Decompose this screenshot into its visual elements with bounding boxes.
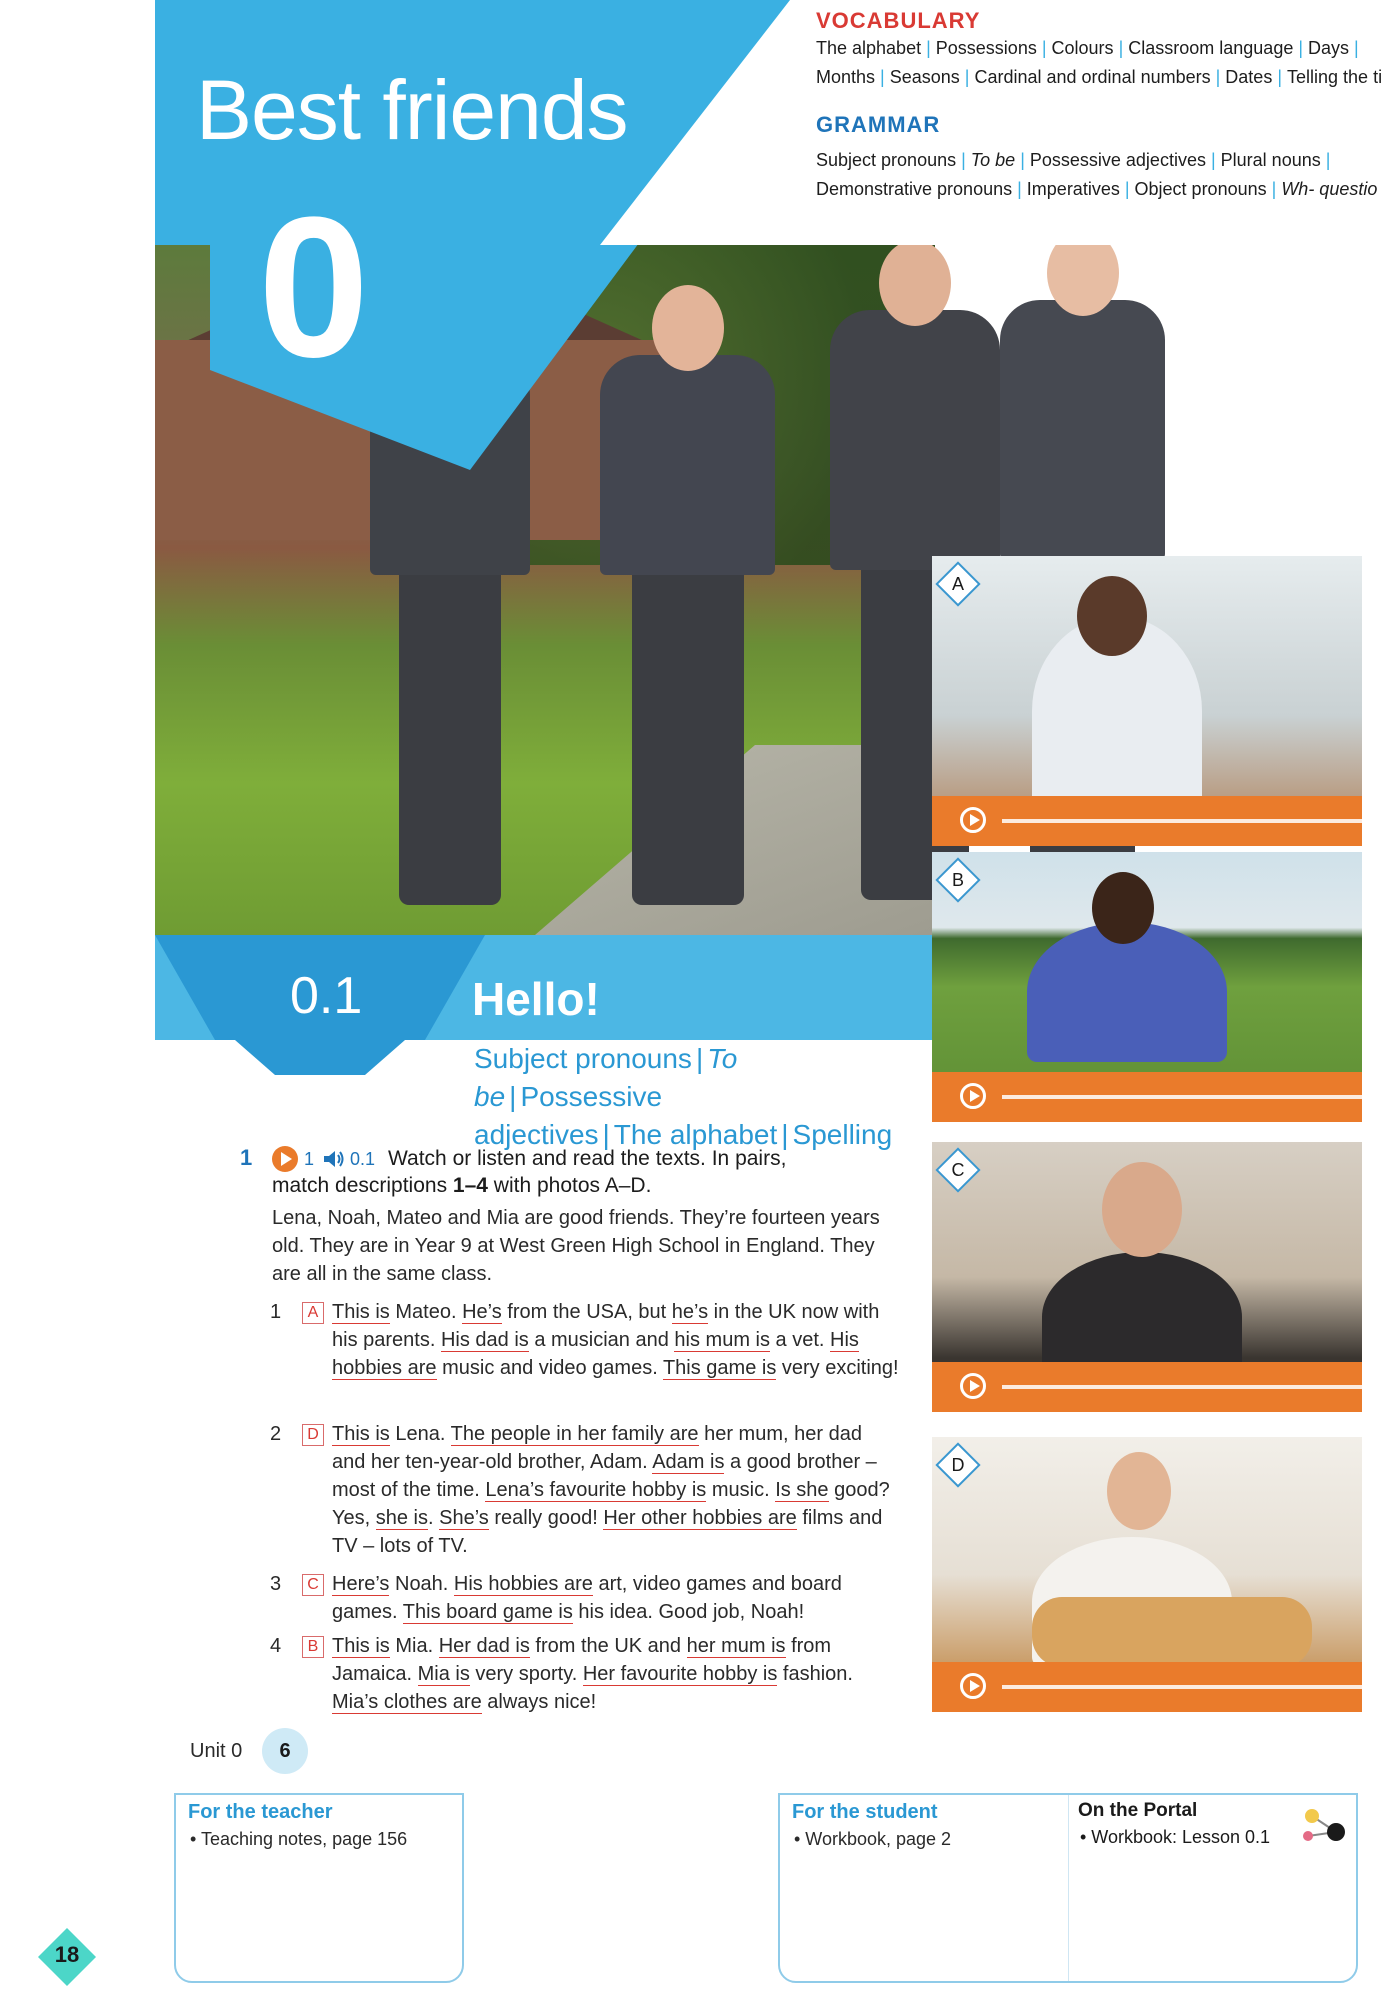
description-text [332, 1420, 900, 1560]
figure-head-d [1107, 1452, 1171, 1530]
underlined-phrase: Lena’s favourite hobby is [485, 1479, 707, 1501]
page-number: 18 [54, 1942, 80, 1967]
text-fragment: a good brother – most of the time. [332, 1451, 877, 1501]
video-bar-d[interactable] [932, 1662, 1362, 1712]
description-item-1: 1 A This is Mateo. He’s from the USA, but he’s in the UK now with his parents. His dad is a musician and his mum is a vet. His hobbies are music and video games. This game is very exciting! [270, 1298, 900, 1382]
video-progress-track[interactable] [1002, 1385, 1362, 1389]
description-text [332, 1570, 900, 1626]
header-diagonal [600, 0, 830, 245]
description-item-2: 2 D This is Lena. The people in her family are her mum, her dad and her ten-year-old brother, Adam. Adam is a good brother – most of the time. Lena’s favourite hobby is music. Is she good? Yes, she is. She’s really good! Her other hobbies are films and TV – lots of TV. [270, 1420, 900, 1560]
portal-item: • Workbook: Lesson 0.1 [1080, 1827, 1271, 1847]
answer-box[interactable]: A [302, 1302, 324, 1324]
underlined-phrase: His hobbies are [332, 1329, 859, 1379]
vocabulary-line-1: The alphabet | Possessions | Colours | Classroom language | Days | [816, 38, 1359, 58]
student-figure-3 [830, 310, 1000, 570]
photo-label-b: B [935, 857, 980, 902]
underlined-phrase: The people in her family are [450, 1423, 699, 1445]
text-fragment: . [428, 1507, 440, 1529]
play-icon[interactable] [960, 1673, 986, 1699]
text-fragment: a musician and [528, 1329, 675, 1351]
grammar-heading: GRAMMAR [816, 112, 941, 137]
text-fragment: good? Yes, [332, 1479, 890, 1529]
video-progress-track[interactable] [1002, 1095, 1362, 1099]
underlined-phrase: Adam is [652, 1451, 725, 1473]
photo-label-a: A [935, 561, 980, 606]
student-item: • Workbook, page 2 [794, 1829, 952, 1849]
underlined-phrase: This game is [662, 1357, 777, 1379]
video-bar-c[interactable] [932, 1362, 1362, 1412]
text-fragment: Lena. [389, 1423, 451, 1445]
underlined-phrase: This is [332, 1423, 390, 1445]
text-fragment: Noah. [389, 1573, 454, 1595]
description-item-3: 3 C Here’s Noah. His hobbies are art, video games and board games. This board game is his idea. Good job, Noah! [270, 1570, 900, 1626]
text-fragment: films and TV – lots of TV. [332, 1507, 883, 1557]
text-fragment: really good! [488, 1507, 604, 1529]
text-fragment: Mia. [389, 1635, 439, 1657]
description-item-4: 4 B This is Mia. Her dad is from the UK and her mum is from Jamaica. Mia is very sporty. Her favourite hobby is fashion. Mia’s clothes are always nice! [270, 1632, 900, 1716]
teacher-panel [174, 1793, 464, 1983]
answer-box[interactable]: C [302, 1574, 324, 1596]
portal-molecule-icon [1300, 1806, 1346, 1848]
figure-head-c [1102, 1162, 1182, 1257]
underlined-phrase: His hobbies are [453, 1573, 593, 1595]
video-photo-b[interactable] [932, 852, 1362, 1122]
underlined-phrase: he’s [671, 1301, 709, 1323]
exercise-number: 1 [240, 1145, 253, 1170]
unit-label: Unit 0 [190, 1740, 243, 1762]
underlined-phrase: Mia is [417, 1663, 470, 1685]
underlined-phrase: He’s [462, 1301, 502, 1323]
audio-speaker-icon[interactable] [322, 1147, 346, 1171]
underlined-phrase: This board game is [402, 1601, 573, 1623]
text-fragment: very sporty. [469, 1663, 583, 1685]
vocabulary-heading: VOCABULARY [816, 8, 981, 33]
lesson-count-badge: 6 [262, 1728, 308, 1774]
figure-head-a [1077, 576, 1147, 656]
text-fragment: his idea. Good job, Noah! [572, 1601, 805, 1623]
text-fragment: very exciting! [776, 1357, 899, 1379]
unit-title: Best friends [196, 63, 628, 157]
panel-divider [1068, 1795, 1069, 1981]
video-progress-track[interactable] [1002, 819, 1362, 823]
underlined-phrase: His dad is [440, 1329, 529, 1351]
underlined-phrase: her mum is [686, 1635, 786, 1657]
vocabulary-line-2: Months | Seasons | Cardinal and ordinal numbers | Dates | Telling the ti [816, 67, 1382, 87]
lesson-title: Hello! [472, 973, 600, 1025]
underlined-phrase: Mia’s clothes are [332, 1691, 482, 1713]
video-photo-c[interactable] [932, 1142, 1362, 1412]
teacher-item: • Teaching notes, page 156 [190, 1829, 408, 1849]
answer-box[interactable]: B [302, 1636, 324, 1658]
play-icon[interactable] [960, 1083, 986, 1109]
underlined-phrase: Here’s [332, 1573, 390, 1595]
teacher-heading: For the teacher [188, 1801, 333, 1823]
lesson-number: 0.1 [290, 967, 363, 1025]
video-number: 1 [304, 1149, 315, 1169]
answer-box[interactable]: D [302, 1424, 324, 1446]
exercise-instruction-2: match descriptions 1–4 with photos A–D. [272, 1174, 652, 1197]
play-icon[interactable] [960, 807, 986, 833]
grammar-line-2: Demonstrative pronouns | Imperatives | Object pronouns | Wh- questio [816, 179, 1378, 199]
student-figure-4 [1000, 300, 1165, 560]
text-fragment: from the USA, but [501, 1301, 672, 1323]
play-icon[interactable] [960, 1373, 986, 1399]
lesson-diamond-tip [235, 1040, 405, 1075]
text-fragment: fashion. [777, 1663, 853, 1685]
underlined-phrase: she is [375, 1507, 428, 1529]
description-text [332, 1298, 900, 1382]
exercise-instruction: Watch or listen and read the texts. In pairs, [388, 1147, 787, 1170]
underlined-phrase: This is [332, 1301, 390, 1323]
video-play-icon[interactable] [272, 1146, 298, 1172]
figure-head-b [1092, 872, 1154, 944]
audio-track-ref: 0.1 [350, 1149, 376, 1169]
photo-label-d: D [935, 1442, 980, 1487]
underlined-phrase: Her other hobbies are [603, 1507, 797, 1529]
text-fragment: art, video games and board games. [332, 1573, 842, 1623]
grammar-line-1: Subject pronouns | To be | Possessive adjectives | Plural nouns | [816, 150, 1331, 170]
text-fragment: music and video games. [436, 1357, 663, 1379]
description-text [332, 1632, 900, 1716]
student-heading: For the student [792, 1801, 938, 1823]
lesson-topics: Subject pronouns | To be | Possessive adjectives | The alphabet | Spelling [474, 1043, 893, 1150]
text-fragment: a vet. [769, 1329, 831, 1351]
exercise-intro-text: Lena, Noah, Mateo and Mia are good friends. They’re fourteen years old. They are in Year 9 at West Green High School in England. They are all in the same class. [272, 1207, 880, 1285]
text-fragment: her mum, her dad and her ten-year-old brother, Adam. [332, 1423, 862, 1473]
text-fragment: from Jamaica. [332, 1635, 832, 1685]
underlined-phrase: Her favourite hobby is [582, 1663, 778, 1685]
video-photo-d[interactable] [932, 1437, 1362, 1712]
text-fragment: Mateo. [389, 1301, 463, 1323]
text-fragment: in the UK now with his parents. [332, 1301, 880, 1351]
video-bar-a[interactable] [932, 796, 1362, 846]
underlined-phrase: Is she [775, 1479, 829, 1501]
underlined-phrase: She’s [439, 1507, 489, 1529]
unit-number: 0 [258, 176, 370, 399]
underlined-phrase: his mum is [674, 1329, 770, 1351]
portal-heading: On the Portal [1078, 1800, 1198, 1821]
video-photo-a[interactable] [932, 556, 1362, 846]
text-fragment: from the UK and [529, 1635, 687, 1657]
underlined-phrase: This is [332, 1635, 390, 1657]
underlined-phrase: Her dad is [438, 1635, 530, 1657]
video-progress-track[interactable] [1002, 1685, 1362, 1689]
photo-label-c: C [935, 1147, 980, 1192]
text-fragment: music. [706, 1479, 776, 1501]
video-bar-b[interactable] [932, 1072, 1362, 1122]
guitar-figure [1032, 1597, 1312, 1667]
student-panel [778, 1793, 1358, 1983]
text-fragment: always nice! [481, 1691, 597, 1713]
